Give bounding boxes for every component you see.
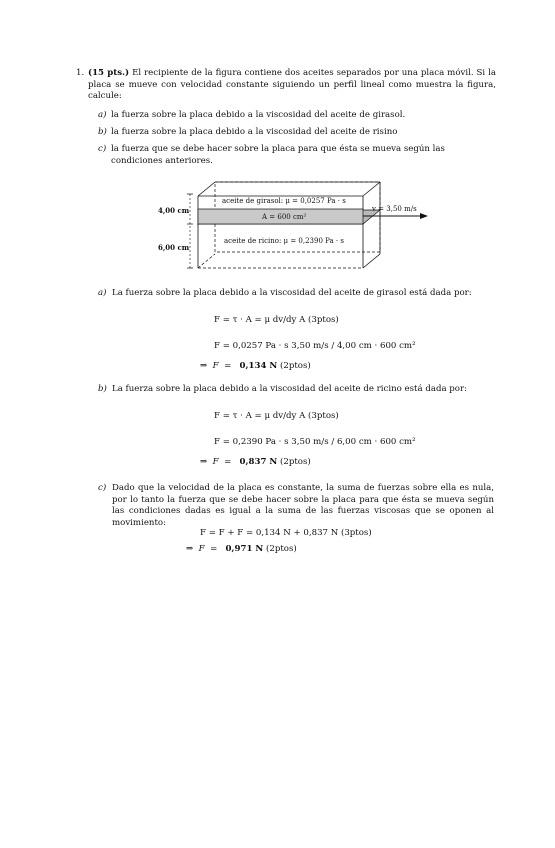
item-c-text: la fuerza que se debe hacer sobre la placa para que ésta se mueva según las condiciones anteriores. (111, 144, 445, 166)
implies-icon: ⇒ F = (186, 544, 223, 554)
plate-area-label: A = 600 cm² (262, 213, 307, 221)
item-b-text: la fuerza sobre la placa debido a la viscosidad del aceite de risino (111, 127, 398, 137)
sol-b-label: b) (98, 384, 107, 394)
bottom-right-depth (363, 254, 380, 268)
item-c-label: c) (98, 144, 107, 154)
sol-a-text: La fuerza sobre la placa debido a la viscosidad del aceite de girasol está dada por: (112, 288, 472, 298)
sol-b-result: 0,837 N (239, 457, 278, 467)
top-left-depth (198, 182, 215, 196)
bottom-left-depth (198, 254, 215, 268)
container-figure (150, 176, 440, 276)
sol-a-eq1: F = τ · A = μ dv/dy A (3ptos) (214, 315, 339, 325)
sol-c-result: 0,971 N (225, 544, 264, 554)
bottom-height-label: 6,00 cm (158, 243, 190, 252)
top-oil-label: aceite de girasol: μ = 0,0257 Pa · s (222, 197, 346, 205)
sol-c-text: Dado que la velocidad de la placa es constante, la suma de fuerzas sobre ella es nula, por lo tanto la fuerza que se debe hacer sobre la placa para que ésta se mueva según las condiciones dadas es igual a la suma de las fuerzas viscosas que se oponen al movimiento: (112, 483, 494, 528)
problem-text: El recipiente de la figura contiene dos aceites separados por una placa móvil. Si la placa se mueve con velocidad constante siguiendo un perfil lineal como muestra la figura, calcule: (88, 68, 496, 101)
sol-a-result: 0,134 N (239, 361, 278, 371)
sol-a-result-line (200, 360, 311, 372)
sol-b-eq2: F = 0,2390 Pa · s 3,50 m/s / 6,00 cm · 600 cm² (214, 437, 416, 447)
sol-b-text: La fuerza sobre la placa debido a la viscosidad del aceite de ricino está dada por: (112, 384, 467, 394)
problem-number: 1. (76, 68, 85, 78)
item-a-label: a) (98, 110, 107, 120)
sol-b-eq1: F = τ · A = μ dv/dy A (3ptos) (214, 411, 339, 421)
sol-c-result-line (186, 543, 297, 555)
sol-a-pts: (2ptos) (280, 361, 311, 371)
implies-icon: ⇒ F = (200, 361, 237, 371)
problem-points: (15 pts.) (88, 68, 130, 78)
sol-a-label: a) (98, 288, 107, 298)
sol-b-pts: (2ptos) (280, 457, 311, 467)
top-height-label: 4,00 cm (158, 206, 190, 215)
item-b-label: b) (98, 127, 107, 137)
bottom-oil-label: aceite de ricino: μ = 0,2390 Pa · s (224, 237, 344, 245)
sol-b-result-line (200, 456, 311, 468)
sol-a-eq2: F = 0,0257 Pa · s 3,50 m/s / 4,00 cm · 600 cm² (214, 341, 416, 351)
sol-c-sum: F = F + F = 0,134 N + 0,837 N (3ptos) (200, 528, 372, 538)
sol-c-label: c) (98, 483, 107, 493)
velocity-label: v = 3,50 m/s (372, 205, 417, 213)
arrow-head (420, 213, 428, 219)
item-a-text: la fuerza sobre la placa debido a la viscosidad del aceite de girasol. (111, 110, 406, 120)
implies-icon: ⇒ F = (200, 457, 237, 467)
problem-statement (88, 68, 496, 103)
top-right-depth (363, 182, 380, 196)
sol-c-pts: (2ptos) (266, 544, 297, 554)
